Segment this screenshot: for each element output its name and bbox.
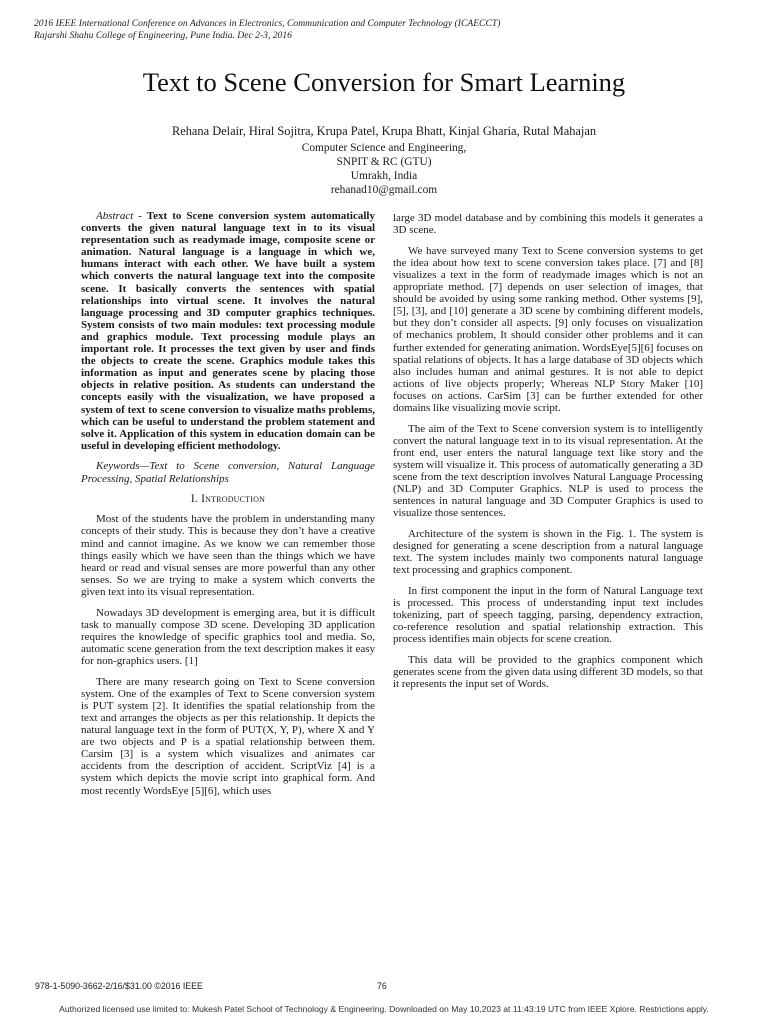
affiliation-location: Umrakh, India — [350, 170, 418, 182]
section-heading-introduction: I. Introduction — [190, 493, 266, 506]
intro-paragraph-3-continued: large 3D model database and by combining this models it generates a 3D scene. — [393, 212, 703, 237]
license-notice: Authorized licensed use limited to: Mukesh Patel School of Technology & Engineering. Downloaded on May 10,2023 at 11:43:19 UTC from IEEE Xplore. Restrictions apply. — [59, 1004, 709, 1014]
intro-paragraph-5: The aim of the Text to Scene conversion system is to intelligently convert the natural language text in to its visual representation. At the front end, user enters the natural language text like story and the system will visualize it. This process of automatically generating a 3D scene from the text description involves Natural Language Processing (NLP) and 3D Computer Graphics. NLP is used to process the sentences in natural language and 3D Computer Graphics is used to visualize those sentences. — [393, 422, 703, 520]
intro-paragraph-7: In first component the input in the form of Natural Language text is processed. This process of understanding input text includes tokenizing, part of speech tagging, parsing, dependency extraction, co-reference resolution and spatial relationship extraction. This process identifies main objects for scene creation. — [393, 585, 703, 646]
intro-paragraph-3: There are many research going on Text to Scene conversion system. One of the examples of Text to Scene conversion system is PUT system [2]. It identifies the spatial relationship from the text and arranges the objects as per this relationship. It depicts the natural language text in the form of PUT(X, Y, P), where X and Y are two objects and P is a spatial relationship between them. Carsim [3] is a system which visualizes and animates car accidents from the description of accident. ScriptViz [4] is a system which depicts the movie script into graphical form. And most recently WordsEye [5][6], which uses — [81, 675, 375, 797]
affiliation-email: rehanad10@gmail.com — [330, 184, 438, 196]
author-list: Rehana Delair, Hiral Sojitra, Krupa Patel, Krupa Bhatt, Kinjal Gharia, Rutal Mahajan — [171, 124, 597, 138]
abstract-label: Abstract - — [96, 210, 142, 222]
abstract-text: Text to Scene conversion system automatically converts the given natural language text in to its visual representation such as readymade image, composite scene or animation. Natural language is a language in which we, humans interact with each other. We have built a system which converts the natural language text into the composite scene. It basically converts the sentences with spatial relationships into virtual scene. It involves the natural language processing and 3D computer graphics techniques. System consists of two main modules: text processing module and graphics module. Text processing module plays an important role. It processes the text given by user and finds the objects to create the scene. Graphics module takes this information as input and generates scene by placing those objects in relative position. As students can understand the concepts easily with the visualization, we have proposed a system of text to scene conversion to visualize maths problems, which can be useful to understand the problem statement and solve it. Application of this system in education domain can be useful in developing efficient methodology. — [81, 210, 375, 452]
paper-title: Text to Scene Conversion for Smart Learning — [142, 67, 626, 97]
isbn-copyright: 978-1-5090-3662-2/16/$31.00 ©2016 IEEE — [35, 981, 203, 991]
intro-paragraph-4: We have surveyed many Text to Scene conversion systems to get the idea about how text to scene conversion takes place. [7] and [8] visualizes a text in the form of readymade images which is not an appropriate method. [7] depends on user selection of images, that should be avoided by using some ranking method. Other systems [9], [5], [3], and [10] generate a 3D scene by combining different models, but they don’t consider all aspects. [9] only focuses on visualization of mechanics problem, It should consider other problems and it can further extended for generating animation. WordsEye[5][6] focuses on spatial relations of objects. It has a large database of 3D objects which also includes human and animal gestures. It is not able to depict actions of live objects properly; Whereas NLP Story Maker [10] focuses on actions. CarSim [3] can be further extended for other domains like visualizing movie script. — [393, 244, 703, 414]
conference-line: 2016 IEEE International Conference on Advances in Electronics, Communication and Computer Technology (ICAECCT) — [34, 18, 501, 29]
intro-paragraph-8: This data will be provided to the graphics component which generates scene from the given data using different 3D models, so that it represents the input set of Words. — [393, 654, 703, 691]
left-column — [81, 210, 375, 805]
affiliation-institute: SNPIT & RC (GTU) — [336, 156, 432, 168]
intro-paragraph-6: Architecture of the system is shown in the Fig. 1. The system is designed for generating a scene description from a natural language text. The system includes mainly two components natural language text processing and graphics component. — [393, 528, 703, 577]
right-column — [393, 212, 703, 699]
keywords: Keywords—Text to Scene conversion, Natural Language Processing, Spatial Relationships — [81, 460, 375, 485]
page-number: 76 — [377, 981, 387, 991]
affiliation-block — [0, 141, 768, 197]
conference-header — [34, 18, 734, 42]
venue-line: Rajarshi Shahu College of Engineering, Pune India. Dec 2-3, 2016 — [34, 30, 292, 41]
abstract — [81, 210, 375, 452]
intro-paragraph-1: Most of the students have the problem in understanding many concepts of their study. This is because they don’t have a creative mind and cannot imagine. As we know we can remember those things easily which we have seen than the things which we have heard or read and visual senses are more powerful than any other senses. So we are trying to make a system which converts the given text into its visual representation. — [81, 513, 375, 598]
intro-paragraph-2: Nowadays 3D development is emerging area, but it is difficult task to manually compose 3D scene. Developing 3D application requires the knowledge of specific graphics tool and media. So, automatic scene generation from the text description makes it easy for non-graphics users. [1] — [81, 606, 375, 667]
affiliation-department: Computer Science and Engineering, — [301, 142, 467, 154]
